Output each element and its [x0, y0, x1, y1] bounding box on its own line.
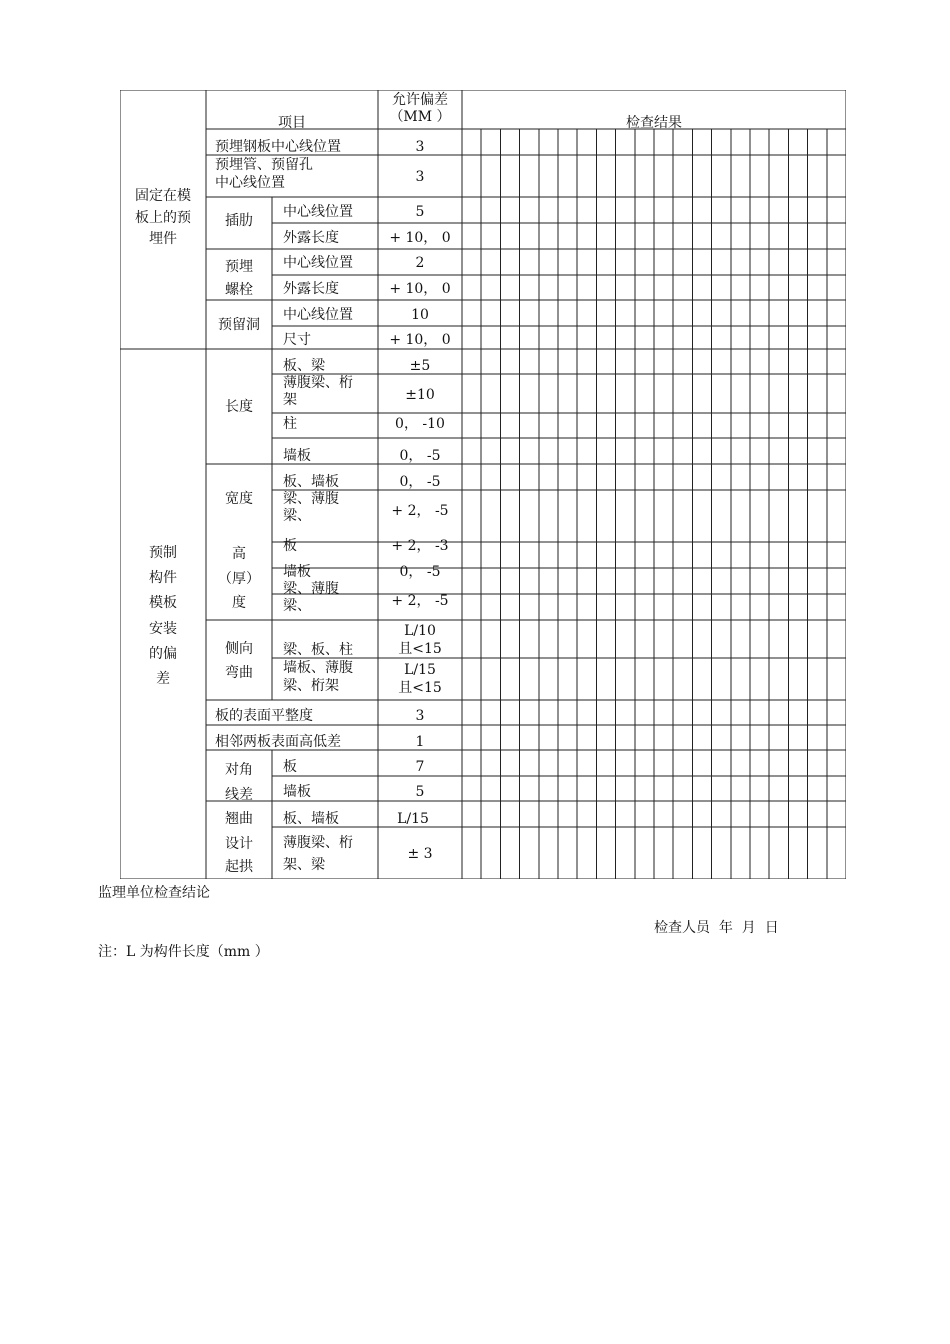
g1-bolt-a-item: 中心线位置 [283, 255, 353, 271]
g1-row1-value: 3 [415, 139, 425, 155]
g2-height-r1-value: + 2， -3 [391, 538, 449, 554]
g2-diagonal-r2-item: 墙板 [283, 784, 311, 800]
g2-width-r2-item: 梁、薄腹 梁、 [283, 491, 339, 524]
g1-bolt-a-value: 2 [415, 255, 425, 271]
g1-bolt-label: 预埋 螺栓 [225, 259, 253, 299]
g2-flatness-value: 3 [415, 708, 425, 724]
g1-insert-label: 插肋 [225, 213, 253, 229]
g2-adjacent-value: 1 [415, 734, 425, 750]
group1-label: 固定在模 板上的预 埋件 [135, 188, 191, 248]
header-project: 项目 [278, 115, 306, 131]
g2-diagonal-label: 对角 线差 [225, 762, 253, 803]
g2-camber-value: ± 3 [407, 846, 433, 862]
g1-insert-b-value: + 10， 0 [389, 230, 451, 246]
g2-adjacent-item: 相邻两板表面高低差 [215, 734, 341, 750]
length-note: 注：L 为构件长度（mm ） [98, 944, 269, 960]
g2-diagonal-r2-value: 5 [415, 784, 425, 800]
g2-bend-label: 侧向 弯曲 [225, 641, 253, 681]
g2-bend-r2-item: 墙板、薄腹 梁、桁架 [283, 660, 353, 694]
g2-width-r1-item: 板、墙板 [283, 474, 339, 490]
g2-camber-label: 设计 起拱 [225, 836, 253, 876]
g2-length-r3-value: 0， -10 [395, 416, 445, 432]
g2-height-r2-item: 墙板 [283, 564, 311, 580]
g1-hole-label: 预留洞 [218, 317, 260, 333]
inspector-date: 检查人员 年 月 日 [654, 920, 779, 936]
header-result: 检查结果 [626, 115, 682, 131]
g2-warp-label: 翘曲 [225, 811, 253, 827]
g1-row2-item: 预埋管、预留孔 中心线位置 [215, 157, 313, 191]
g2-length-r2-value: ±10 [405, 387, 435, 403]
g2-bend-r1-item: 梁、板、柱 [283, 642, 353, 658]
g2-height-r3-value: + 2， -5 [391, 593, 449, 609]
g2-camber-item: 薄腹梁、桁 架、梁 [283, 835, 353, 873]
header-allowance: 允许偏差 （MM ） [389, 92, 451, 125]
g1-bolt-b-item: 外露长度 [283, 281, 339, 297]
g2-length-r1-item: 板、梁 [283, 358, 325, 374]
g1-insert-a-value: 5 [415, 204, 425, 220]
g2-length-r4-value: 0， -5 [399, 448, 441, 464]
g1-insert-b-item: 外露长度 [283, 230, 339, 246]
g2-width-r2-value: + 2， -5 [391, 503, 449, 519]
inspection-table [120, 90, 846, 879]
g2-width-r1-value: 0， -5 [399, 474, 441, 490]
g1-row2-value: 3 [415, 169, 425, 185]
g1-hole-a-value: 10 [411, 307, 429, 323]
g2-length-r2-item: 薄腹梁、桁 架 [283, 375, 353, 408]
g2-height-label: 高 （厚） 度 [218, 546, 260, 611]
supervision-conclusion: 监理单位检查结论 [98, 885, 210, 901]
g1-hole-b-value: + 10， 0 [389, 332, 451, 348]
g2-length-r4-item: 墙板 [283, 448, 311, 464]
g2-bend-r1-value: L/10 且<15 [398, 623, 442, 658]
g1-hole-a-item: 中心线位置 [283, 307, 353, 323]
g1-hole-b-item: 尺寸 [283, 332, 311, 348]
g2-diagonal-r1-value: 7 [415, 759, 425, 775]
g2-flatness-item: 板的表面平整度 [215, 708, 313, 724]
g2-length-r1-value: ±5 [409, 358, 431, 374]
g2-bend-r2-value: L/15 且<15 [398, 662, 442, 697]
g2-length-label: 长度 [225, 399, 253, 415]
g2-height-r3-item: 梁、薄腹 梁、 [283, 581, 339, 614]
g1-insert-a-item: 中心线位置 [283, 204, 353, 220]
g1-bolt-b-value: + 10， 0 [389, 281, 451, 297]
g2-warp-value: L/15 [397, 811, 429, 827]
g2-width-label: 宽度 [225, 491, 253, 507]
group2-label: 预制 构件 模板 安装 的偏 差 [149, 545, 177, 687]
g2-height-r2-value: 0， -5 [399, 564, 441, 580]
g2-length-r3-item: 柱 [283, 416, 297, 432]
g2-diagonal-r1-item: 板 [283, 759, 297, 775]
g1-row1-item: 预埋钢板中心线位置 [215, 139, 341, 155]
g2-warp-item: 板、墙板 [283, 811, 339, 827]
g2-height-r1-item: 板 [283, 538, 297, 554]
